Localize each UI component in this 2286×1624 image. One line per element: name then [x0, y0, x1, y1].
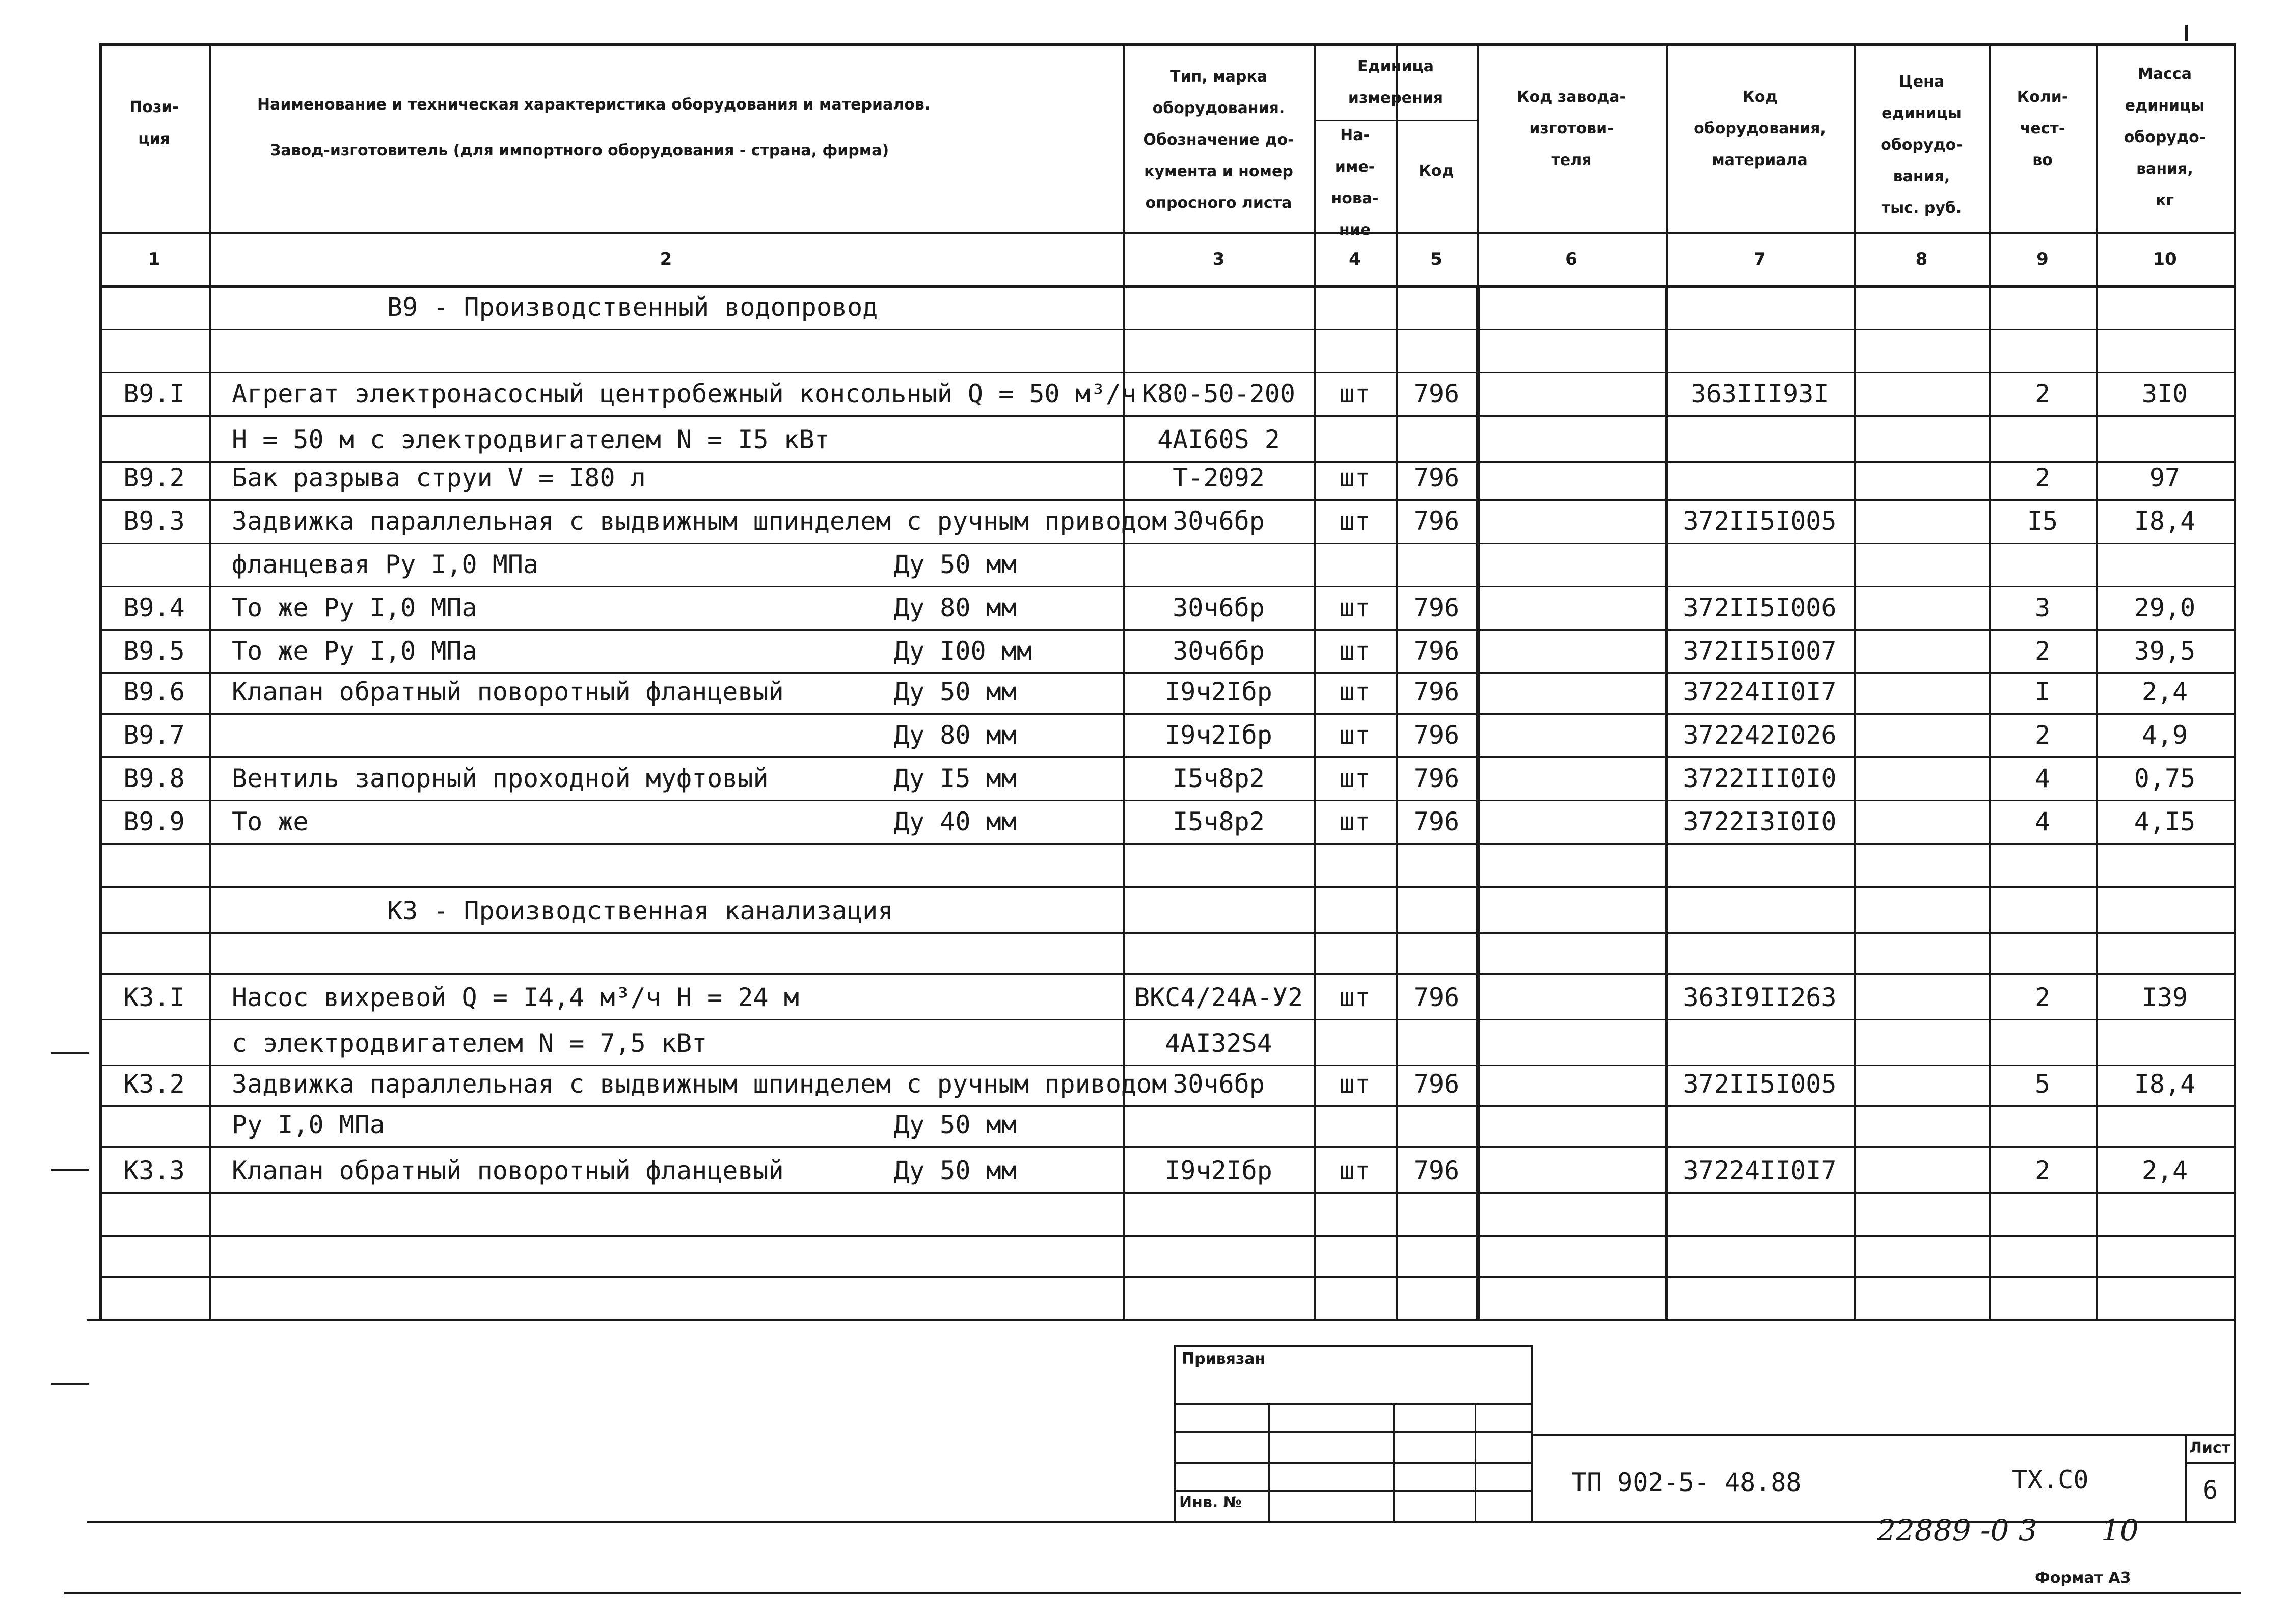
column-number-4: 4	[1349, 249, 1361, 269]
row-unit-code: 796	[1413, 1069, 1460, 1099]
row-mass: 39,5	[2134, 636, 2196, 666]
row-equipment-code: 37224II0I7	[1683, 677, 1837, 707]
row-type: ВКС4/24А-У2	[1134, 983, 1303, 1012]
row-type: 30ч6бр	[1173, 636, 1265, 666]
row-name: Бак разрыва струи V = I80 л	[232, 463, 646, 493]
row-name: Насос вихревой Q = I4,4 м³/ч Н = 24 м	[232, 983, 799, 1012]
stamp-label-privyazan: Привязан	[1182, 1350, 1266, 1368]
row-mass: 29,0	[2134, 593, 2196, 622]
row-unit-name: шт	[1339, 677, 1371, 707]
row-quantity: 5	[2034, 1069, 2051, 1099]
row-divider-18	[99, 1105, 2234, 1107]
stamp-box-col-1	[1268, 1403, 1270, 1521]
row-divider-22	[99, 1276, 2234, 1278]
row-type: I5ч8р2	[1173, 764, 1265, 793]
row-type: 30ч6бр	[1173, 1069, 1265, 1099]
binding-tick-1	[51, 1169, 89, 1171]
format-label: Формат А3	[2035, 1569, 2131, 1587]
row-type: 30ч6бр	[1173, 506, 1265, 536]
archive-number: 22889 -0 3	[1877, 1513, 2037, 1548]
section-title: В9 - Производственный водопровод	[387, 292, 878, 322]
row-position: В9.3	[123, 506, 185, 536]
row-mass: 0,75	[2134, 764, 2196, 793]
row-name: Н = 50 м с электродвигателем N = I5 кВт	[232, 425, 830, 454]
row-name: Клапан обратный поворотный фланцевый	[232, 1156, 784, 1185]
row-unit-code: 796	[1413, 720, 1460, 750]
column-number-1: 1	[148, 249, 160, 269]
row-unit-name: шт	[1339, 1156, 1371, 1185]
sheet-number: 6	[2202, 1475, 2218, 1505]
row-unit-code: 796	[1413, 764, 1460, 793]
row-unit-code: 796	[1413, 677, 1460, 707]
row-type: 4АI60S 2	[1157, 425, 1280, 454]
row-divider-9	[99, 713, 2234, 715]
row-equipment-code: 363I9II263	[1683, 983, 1837, 1012]
row-position: В9.8	[123, 764, 185, 793]
row-divider-4	[99, 499, 2234, 501]
row-nominal-diameter: Ду 80 мм	[894, 593, 1017, 622]
row-name: Клапан обратный поворотный фланцевый	[232, 677, 784, 707]
row-name: с электродвигателем N = 7,5 кВт	[232, 1028, 707, 1058]
row-position: В9.7	[123, 720, 185, 750]
row-divider-11	[99, 800, 2234, 801]
document-code: ТП 902-5- 48.88	[1571, 1468, 1802, 1497]
header-unit-code: Код	[1419, 162, 1454, 180]
row-mass: 2,4	[2141, 1156, 2188, 1185]
row-divider-13	[99, 886, 2234, 888]
row-quantity: 4	[2034, 807, 2051, 836]
row-divider-7	[99, 629, 2234, 631]
row-mass: 4,I5	[2134, 807, 2196, 836]
row-equipment-code: 363III93I	[1691, 379, 1829, 409]
sheet-box-divider	[2185, 1462, 2234, 1464]
row-position: В9.9	[123, 807, 185, 836]
row-unit-code: 796	[1413, 593, 1460, 622]
row-unit-name: шт	[1339, 720, 1371, 750]
row-nominal-diameter: Ду 50 мм	[894, 550, 1017, 579]
row-unit-code: 796	[1413, 379, 1460, 409]
row-name: То же Ру I,0 МПа	[232, 636, 477, 666]
row-divider-16	[99, 1019, 2234, 1020]
column-number-2: 2	[660, 249, 672, 269]
row-divider-21	[99, 1235, 2234, 1237]
header-type: Тип, марка оборудования. Обозначение до- кумента и номер опросного листа	[1143, 68, 1294, 212]
row-quantity: 2	[2034, 720, 2051, 750]
row-position: В9.2	[123, 463, 185, 493]
row-mass: 97	[2149, 463, 2181, 493]
row-position: К3.I	[123, 983, 185, 1012]
row-divider-20	[99, 1192, 2234, 1194]
row-name: Агрегат электронасосный центробежный консольный Q = 50 м³/ч	[232, 379, 1137, 409]
row-unit-code: 796	[1413, 1156, 1460, 1185]
header-name-line2: Завод-изготовитель (для импортного оборудования - страна, фирма)	[270, 142, 889, 159]
row-type: Т-2092	[1173, 463, 1265, 493]
row-unit-name: шт	[1339, 636, 1371, 666]
row-quantity: 2	[2034, 1156, 2051, 1185]
row-nominal-diameter: Ду 50 мм	[894, 677, 1017, 707]
document-mark: ТХ.С0	[2012, 1465, 2089, 1495]
row-name: То же	[232, 807, 309, 836]
row-mass: 2,4	[2141, 677, 2188, 707]
title-block-top	[1531, 1434, 2234, 1436]
row-mass: 4,9	[2141, 720, 2188, 750]
section-title: К3 - Производственная канализация	[387, 896, 893, 926]
row-quantity: 2	[2034, 636, 2051, 666]
binding-tick-0	[51, 1052, 89, 1054]
stamp-box-right	[1531, 1345, 1533, 1521]
row-equipment-code: 37224II0I7	[1683, 1156, 1837, 1185]
row-type: I9ч2Iбр	[1165, 720, 1272, 750]
column-divider-10	[2234, 43, 2236, 1319]
row-divider-6	[99, 586, 2234, 587]
row-type: I9ч2Iбр	[1165, 1156, 1272, 1185]
header-unit-mass: Масса единицы оборудо- вания, кг	[2124, 65, 2206, 209]
column-number-5: 5	[1430, 249, 1443, 269]
row-unit-name: шт	[1339, 983, 1371, 1012]
row-type: I5ч8р2	[1173, 807, 1265, 836]
row-divider-10	[99, 756, 2234, 758]
row-mass: I8,4	[2134, 506, 2196, 536]
column-number-10: 10	[2153, 249, 2177, 269]
column-number-3: 3	[1212, 249, 1225, 269]
row-quantity: I	[2034, 677, 2051, 707]
sheet-label: Лист	[2189, 1439, 2231, 1457]
row-nominal-diameter: Ду I5 мм	[894, 764, 1017, 793]
row-nominal-diameter: Ду I00 мм	[894, 636, 1032, 666]
row-position: В9.5	[123, 636, 185, 666]
row-equipment-code: 372II5I007	[1683, 636, 1837, 666]
row-name: фланцевая Ру I,0 МПа	[232, 550, 539, 579]
row-unit-name: шт	[1339, 1069, 1371, 1099]
page-bottom-line	[64, 1592, 2241, 1594]
stamp-box-col-2	[1393, 1403, 1395, 1521]
row-equipment-code: 372II5I005	[1683, 1069, 1837, 1099]
stamp-box-row-3	[1174, 1490, 1531, 1492]
row-equipment-code: 372II5I005	[1683, 506, 1837, 536]
row-type: 30ч6бр	[1173, 593, 1265, 622]
row-unit-code: 796	[1413, 636, 1460, 666]
row-position: К3.2	[123, 1069, 185, 1099]
archive-page: 10	[2101, 1513, 2139, 1548]
row-quantity: I5	[2027, 506, 2058, 536]
header-unit-name: На- име- нова- ние	[1331, 126, 1379, 239]
row-divider-1	[99, 372, 2234, 373]
row-nominal-diameter: Ду 40 мм	[894, 807, 1017, 836]
table-top-border	[99, 43, 2234, 46]
column-number-9: 9	[2036, 249, 2049, 269]
binding-tick-2	[51, 1383, 89, 1385]
header-quantity: Коли- чест- во	[2017, 88, 2069, 169]
row-divider-12	[99, 843, 2234, 845]
row-divider-5	[99, 543, 2234, 544]
row-name: Вентиль запорный проходной муфтовый	[232, 764, 769, 793]
row-name: Задвижка параллельная с выдвижным шпинделем с ручным приводом	[232, 506, 1167, 536]
stamp-box-row-2	[1174, 1462, 1531, 1464]
row-unit-name: шт	[1339, 593, 1371, 622]
stamp-box-top	[1174, 1345, 1531, 1347]
row-position: К3.3	[123, 1156, 185, 1185]
row-nominal-diameter: Ду 50 мм	[894, 1156, 1017, 1185]
corner-mark	[2185, 25, 2188, 41]
row-type: 4АI32S4	[1165, 1028, 1272, 1058]
row-equipment-code: 3722III0I0	[1683, 764, 1837, 793]
row-unit-name: шт	[1339, 463, 1371, 493]
row-mass: I39	[2141, 983, 2188, 1012]
stamp-right-border	[2234, 1319, 2236, 1523]
row-divider-8	[99, 672, 2234, 674]
header-name-line1: Наименование и техническая характеристика оборудования и материалов.	[257, 96, 931, 114]
row-equipment-code: 372242I026	[1683, 720, 1837, 750]
row-unit-name: шт	[1339, 379, 1371, 409]
row-unit-code: 796	[1413, 463, 1460, 493]
column-number-8: 8	[1915, 249, 1928, 269]
header-equipment-code: Код оборудования, материала	[1694, 88, 1826, 169]
row-type: I9ч2Iбр	[1165, 677, 1272, 707]
stamp-box-row-1	[1174, 1431, 1531, 1433]
row-divider-2	[99, 415, 2234, 417]
header-position: Пози- ция	[129, 98, 179, 148]
row-nominal-diameter: Ду 50 мм	[894, 1110, 1017, 1140]
column-number-7: 7	[1754, 249, 1766, 269]
row-mass: I8,4	[2134, 1069, 2196, 1099]
row-divider-15	[99, 973, 2234, 975]
row-unit-code: 796	[1413, 983, 1460, 1012]
row-name: Задвижка параллельная с выдвижным шпинделем с ручным приводом	[232, 1069, 1167, 1099]
row-name: Ру I,0 МПа	[232, 1110, 386, 1140]
header-plant-code: Код завода- изготови- теля	[1517, 88, 1626, 169]
row-unit-name: шт	[1339, 807, 1371, 836]
row-equipment-code: 3722I3I0I0	[1683, 807, 1837, 836]
row-equipment-code: 372II5I006	[1683, 593, 1837, 622]
header-unit-price: Цена единицы оборудо- вания, тыс. руб.	[1881, 73, 1963, 217]
row-unit-name: шт	[1339, 764, 1371, 793]
column-number-6: 6	[1565, 249, 1577, 269]
stamp-label-inventory: Инв. №	[1179, 1494, 1242, 1511]
row-nominal-diameter: Ду 80 мм	[894, 720, 1017, 750]
row-divider-0	[99, 329, 2234, 330]
row-type: К80-50-200	[1141, 379, 1296, 409]
row-quantity: 2	[2034, 983, 2051, 1012]
stamp-box-col-3	[1475, 1403, 1476, 1521]
row-divider-17	[99, 1065, 2234, 1066]
row-position: В9.I	[123, 379, 185, 409]
row-divider-19	[99, 1146, 2234, 1148]
row-quantity: 2	[2034, 463, 2051, 493]
stamp-box-row-0	[1174, 1403, 1531, 1405]
row-unit-code: 796	[1413, 807, 1460, 836]
row-unit-name: шт	[1339, 506, 1371, 536]
row-unit-code: 796	[1413, 506, 1460, 536]
row-quantity: 4	[2034, 764, 2051, 793]
row-quantity: 2	[2034, 379, 2051, 409]
row-quantity: 3	[2034, 593, 2051, 622]
stamp-top-border	[87, 1319, 2234, 1321]
row-position: В9.6	[123, 677, 185, 707]
row-mass: 3I0	[2141, 379, 2188, 409]
row-position: В9.4	[123, 593, 185, 622]
header-unit-group: Единица измерения	[1348, 58, 1444, 107]
row-name: То же Ру I,0 МПа	[232, 593, 477, 622]
row-divider-14	[99, 932, 2234, 934]
